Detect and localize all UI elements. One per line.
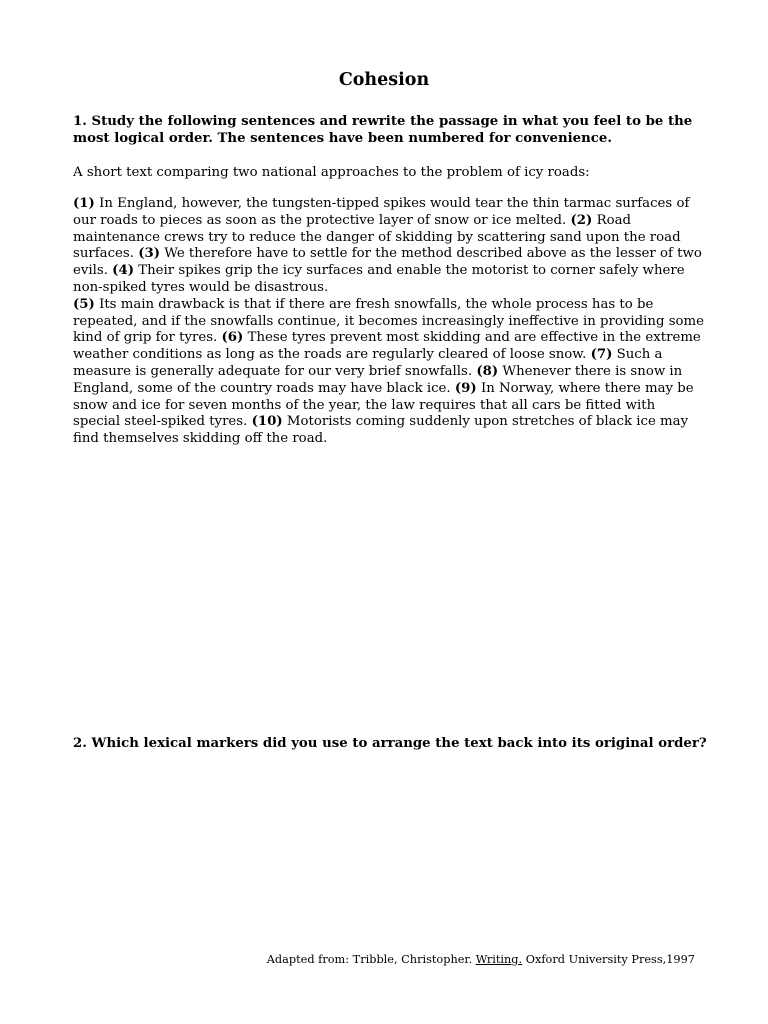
- passage-text: [73, 196, 705, 448]
- question-1: 1. Study the following sentences and rewrite the passage in what you feel to be the most logical order. The sentences have been numbered for convenience.: [73, 114, 693, 146]
- sentence-text: Whenever there is snow in England, some of the country roads may have black ice.: [73, 363, 683, 396]
- citation-prefix: Adapted from: Tribble, Christopher.: [266, 953, 476, 966]
- sentence-text: In Norway, where there may be snow and ice for seven months of the year, the law requires that all cars be fitted with special steel-spiked tyres.: [73, 380, 694, 430]
- sentence-number: (9): [454, 380, 477, 396]
- citation-publisher: Oxford University Press,1997: [522, 953, 695, 966]
- sentence-number: (5): [73, 296, 95, 312]
- sentence-text: These tyres prevent most skidding and are effective in the extreme weather conditions as long as the roads are regularly cleared of loose snow.: [73, 330, 701, 363]
- question-2: 2. Which lexical markers did you use to arrange the text back into its original order?: [73, 736, 707, 751]
- sentence-number: (2): [570, 212, 593, 228]
- sentence-text: In England, however, the tungsten-tipped spikes would tear the thin tarmac surfaces of our roads to pieces as soon as the protective layer of snow or ice melted.: [73, 196, 690, 228]
- sentence-text: We therefore have to settle for the method described above as the lesser of two evils.: [73, 246, 702, 279]
- sentence-text: Their spikes grip the icy surfaces and enable the motorist to corner safely where non-spiked tyres would be disastrous.: [73, 263, 685, 295]
- sentence-number: (10): [251, 414, 283, 430]
- sentence-number: (8): [476, 363, 499, 379]
- citation-book-title: Writing.: [475, 953, 523, 966]
- sentence-text: Its main drawback is that if there are fresh snowfalls, the whole process has to be repeated, and if the snowfalls continue, it becomes increasingly ineffective in providing some kind of grip for tyres.: [73, 296, 705, 346]
- source-citation: [267, 953, 695, 967]
- sentence-text: Such a measure is generally adequate for our very brief snowfalls.: [73, 347, 663, 379]
- passage-intro: A short text comparing two national approaches to the problem of icy roads:: [73, 165, 590, 180]
- sentence-number: (6): [221, 330, 244, 346]
- sentence-text: Motorists coming suddenly upon stretches of black ice may find themselves skidding off the road.: [73, 414, 689, 447]
- sentence-text: Road maintenance crews try to reduce the danger of skidding by scattering sand upon the road surfaces.: [73, 212, 681, 262]
- page-title: Cohesion: [338, 70, 430, 90]
- sentence-number: (3): [138, 246, 161, 262]
- sentence-number: (4): [112, 263, 135, 279]
- sentence-number: (7): [590, 347, 613, 363]
- sentence-number: (1): [73, 196, 95, 211]
